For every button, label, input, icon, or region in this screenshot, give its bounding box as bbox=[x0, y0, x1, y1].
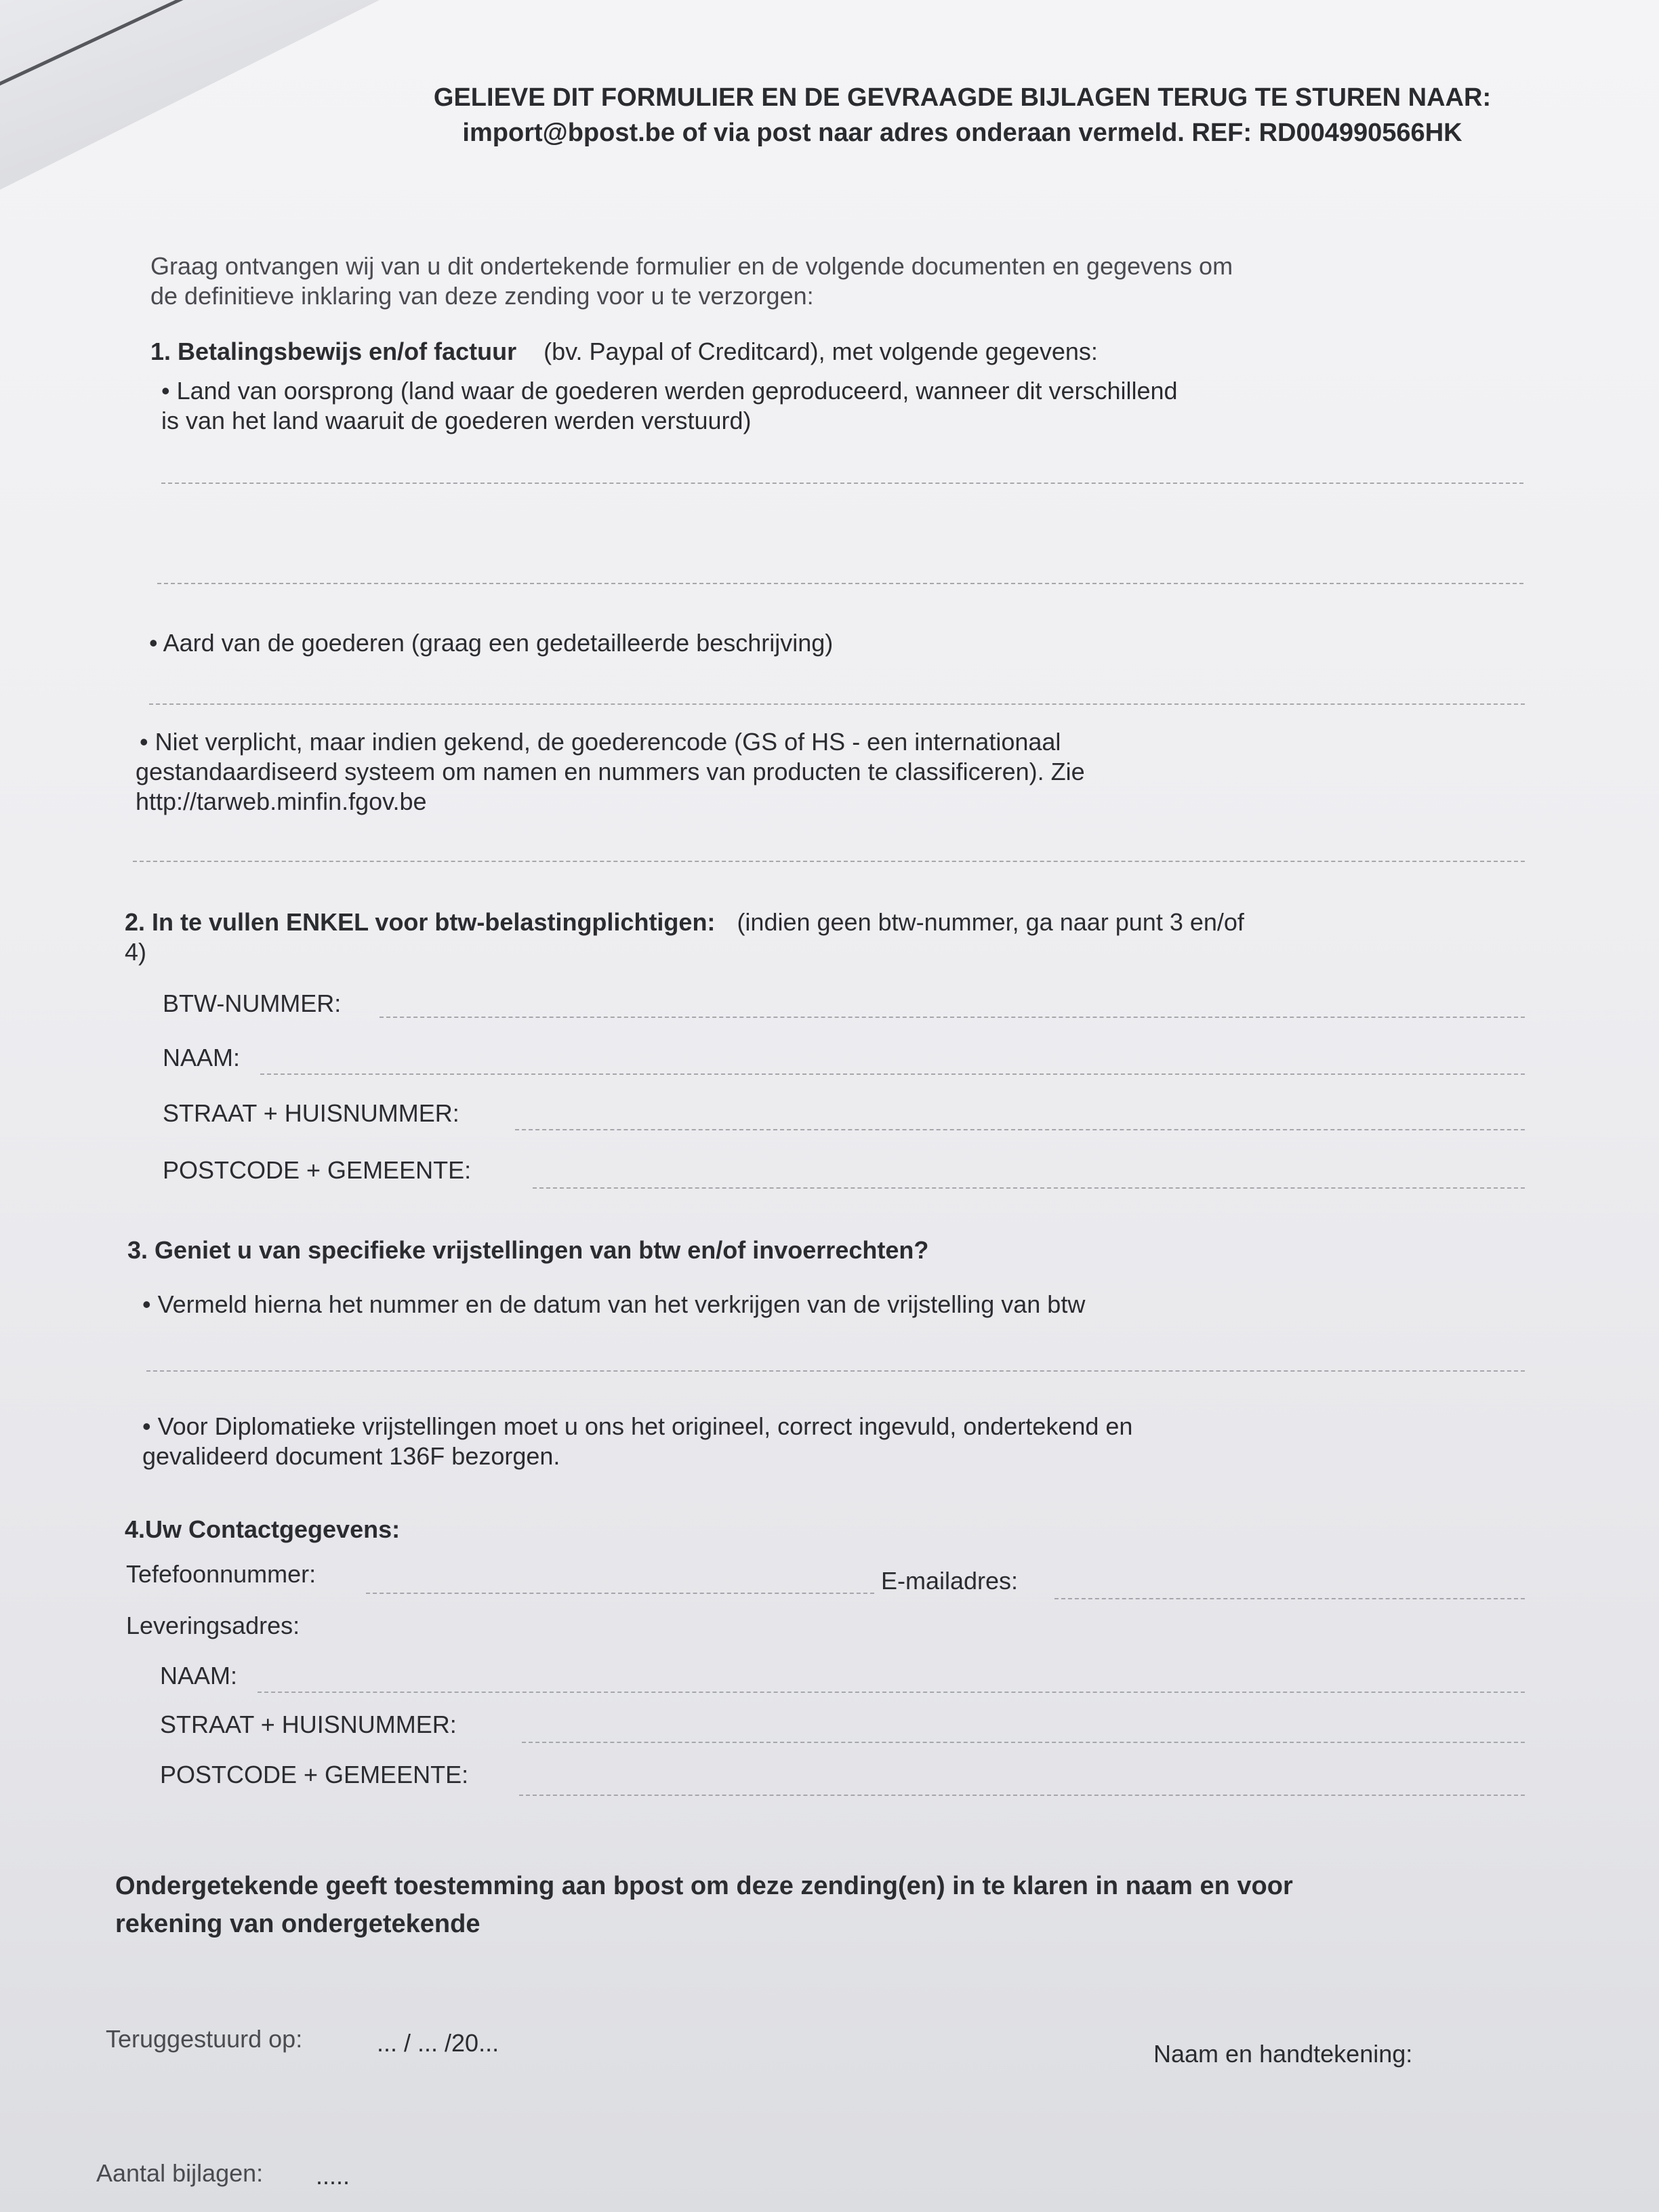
vat-street-label: STRAAT + HUISNUMMER: bbox=[163, 1099, 459, 1127]
consent-line-2: rekening van ondergetekende bbox=[115, 1910, 480, 1938]
goods-description-label: • Aard van de goederen (graag een gedetailleerde beschrijving) bbox=[149, 629, 834, 657]
phone-field[interactable] bbox=[366, 1593, 874, 1594]
section-1-subtitle: (bv. Paypal of Creditcard), met volgende gegevens: bbox=[544, 337, 1098, 365]
delivery-address-label: Leveringsadres: bbox=[126, 1612, 300, 1639]
origin-answer-line-2[interactable] bbox=[157, 583, 1523, 584]
delivery-postcode-field[interactable] bbox=[519, 1795, 1525, 1796]
delivery-street-field[interactable] bbox=[522, 1742, 1525, 1743]
section-1-heading bbox=[150, 337, 1098, 366]
goods-code-line-1: • Niet verplicht, maar indien gekend, de goederencode (GS of HS - een internationaal bbox=[140, 728, 1061, 756]
page-fold-corner bbox=[0, 0, 380, 190]
attachments-count-value[interactable]: ..... bbox=[316, 2162, 350, 2190]
returned-on-label: Teruggestuurd op: bbox=[106, 2025, 303, 2053]
delivery-postcode-label: POSTCODE + GEMEENTE: bbox=[160, 1761, 469, 1788]
goods-answer-line[interactable] bbox=[149, 703, 1525, 705]
diplomatic-exemption-line-2: gevalideerd document 136F bezorgen. bbox=[142, 1442, 560, 1470]
intro-line-2: de definitieve inklaring van deze zending voor u te verzorgen: bbox=[150, 282, 814, 310]
delivery-name-field[interactable] bbox=[258, 1692, 1525, 1693]
origin-line-2: is van het land waaruit de goederen werden verstuurd) bbox=[161, 407, 752, 434]
form-header bbox=[352, 80, 1572, 150]
returned-on-date[interactable]: ... / ... /20... bbox=[377, 2029, 499, 2057]
exemption-number-field[interactable] bbox=[146, 1370, 1525, 1372]
email-field[interactable] bbox=[1054, 1598, 1525, 1599]
vat-postcode-field[interactable] bbox=[533, 1187, 1525, 1189]
goods-code-line-2: gestandaardiseerd systeem om namen en nummers van producten te classificeren). Zie bbox=[136, 758, 1085, 785]
vat-street-field[interactable] bbox=[515, 1129, 1525, 1130]
signature-label: Naam en handtekening: bbox=[1153, 2040, 1413, 2068]
section-4-title: 4.Uw Contactgegevens: bbox=[125, 1515, 401, 1543]
intro-line-1: Graag ontvangen wij van u dit ondertekende formulier en de volgende documenten en gegevens om bbox=[150, 252, 1233, 280]
attachments-count-label: Aantal bijlagen: bbox=[96, 2159, 264, 2187]
phone-label: Tefefoonnummer: bbox=[126, 1560, 316, 1588]
vat-number-label: BTW-NUMMER: bbox=[163, 989, 342, 1017]
diplomatic-exemption-line-1: • Voor Diplomatieke vrijstellingen moet u ons het origineel, correct ingevuld, ondertekend en bbox=[142, 1412, 1133, 1440]
section-2-note-continued: 4) bbox=[125, 938, 147, 966]
section-3-title: 3. Geniet u van specifieke vrijstellingen van btw en/of invoerrechten? bbox=[127, 1236, 929, 1264]
consent-line-1: Ondergetekende geeft toestemming aan bpost om deze zending(en) in te klaren in naam en voor bbox=[115, 1872, 1293, 1900]
delivery-name-label: NAAM: bbox=[160, 1662, 238, 1689]
origin-answer-line-1[interactable] bbox=[161, 483, 1523, 484]
header-line-2: import@bpost.be of via post naar adres onderaan vermeld. REF: RD004990566HK bbox=[462, 119, 1462, 147]
section-1-title: 1. Betalingsbewijs en/of factuur bbox=[150, 337, 517, 365]
exemption-number-label: • Vermeld hierna het nummer en de datum van het verkrijgen van de vrijstelling van btw bbox=[142, 1290, 1086, 1318]
origin-line-1: • Land van oorsprong (land waar de goederen werden geproduceerd, wanneer dit verschillend bbox=[161, 377, 1178, 405]
vat-number-field[interactable] bbox=[380, 1017, 1525, 1018]
section-2-note: (indien geen btw-nummer, ga naar punt 3 en/of bbox=[737, 908, 1244, 936]
email-label: E-mailadres: bbox=[881, 1567, 1019, 1595]
header-line-1: GELIEVE DIT FORMULIER EN DE GEVRAAGDE BIJLAGEN TERUG TE STUREN NAAR: bbox=[433, 83, 1492, 112]
goods-code-link[interactable]: http://tarweb.minfin.fgov.be bbox=[136, 787, 427, 815]
goods-code-answer-line[interactable] bbox=[133, 861, 1525, 862]
delivery-street-label: STRAAT + HUISNUMMER: bbox=[160, 1711, 457, 1738]
section-2-title: 2. In te vullen ENKEL voor btw-belastingplichtigen: bbox=[125, 908, 716, 936]
section-2-heading bbox=[125, 908, 1244, 937]
vat-name-label: NAAM: bbox=[163, 1044, 241, 1071]
vat-name-field[interactable] bbox=[260, 1073, 1525, 1075]
vat-postcode-label: POSTCODE + GEMEENTE: bbox=[163, 1156, 472, 1184]
